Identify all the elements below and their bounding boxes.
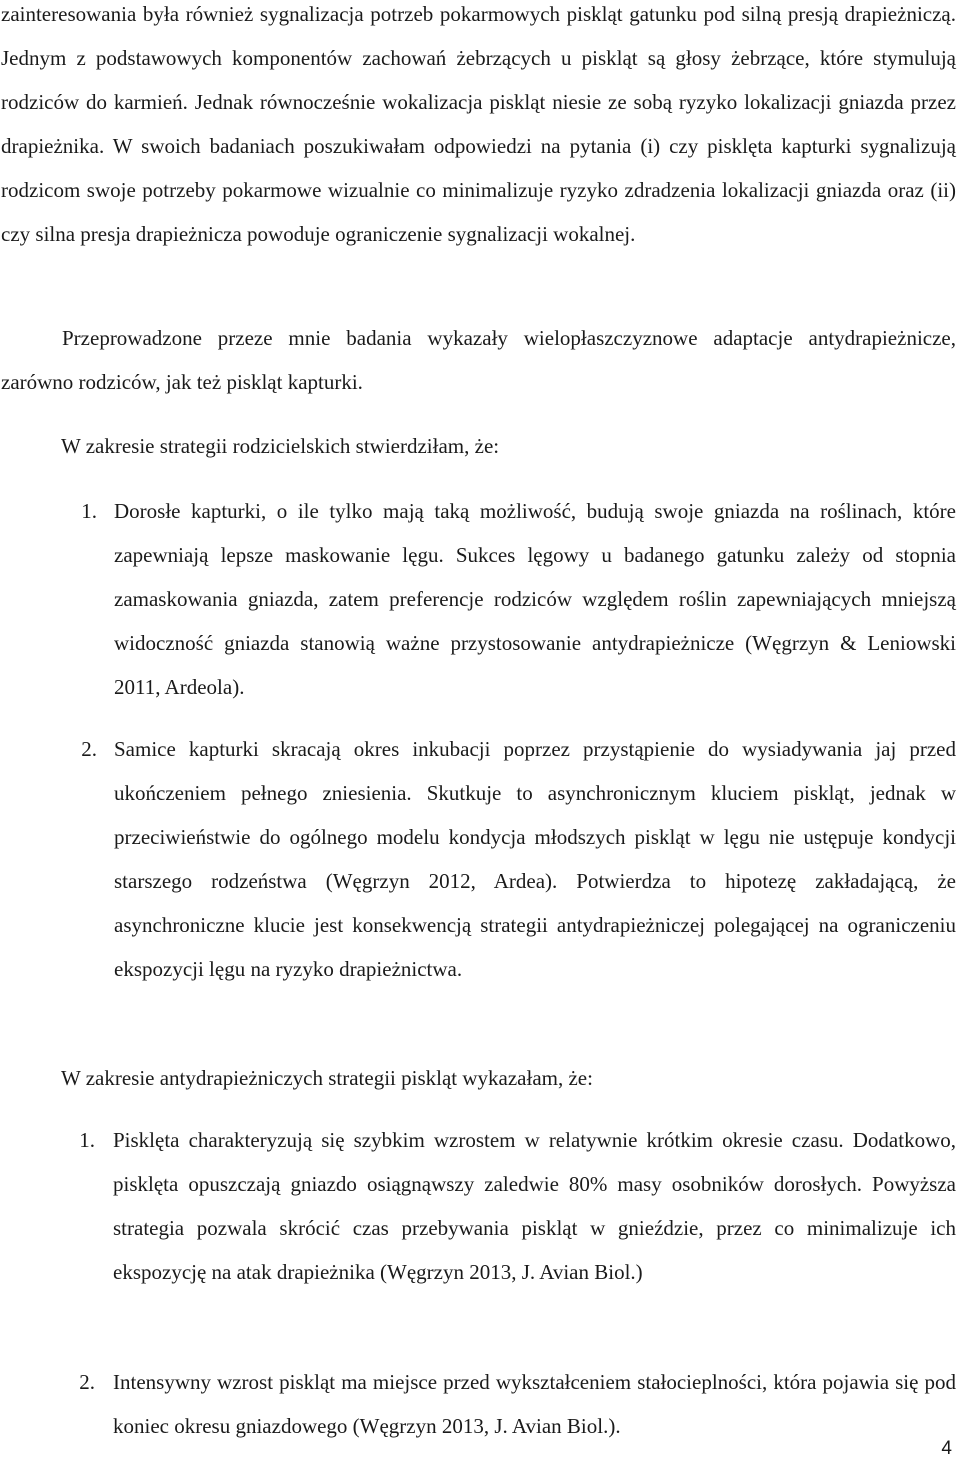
chick-strategies-heading: W zakresie antydrapieżniczych strategii piskląt wykazałam, że:: [61, 1066, 593, 1090]
list-item-number: 2.: [79, 1370, 95, 1394]
list-item-text: Samice kapturki skracają okres inkubacji poprzez przystąpienie do wysiadywania jaj przed ukończeniem pełnego zniesienia. Skutkuje to asynchronicznym kluciem piskląt, jednak w przeciwieństwie do ogólnego modelu kondycja młodszych piskląt w lęgu nie ustępuje kondycji starszego rodzeństwa (Węgrzyn 2012, Ardea). Potwierdza to hipotezę zakładającą, że asynchroniczne klucie jest konsekwencją strategii antydrapieżniczej polegającej na ograniczeniu ekspozycji lęgu na ryzyko drapieżnictwa.: [114, 737, 956, 981]
list-item-text: Dorosłe kapturki, o ile tylko mają taką możliwość, budują swoje gniazda na roślinach, które zapewniają lepsze maskowanie lęgu. Sukces lęgowy u badanego gatunku zależy od stopnia zamaskowania gniazda, zatem preferencje rodziców względem roślin zapewniających mniejszą widoczność gniazda stanowią ważne przystosowanie antydrapieżnicze (Węgrzyn & Leniowski 2011, Ardeola).: [114, 499, 956, 699]
list-item-text: Pisklęta charakteryzują się szybkim wzrostem w relatywnie krótkim okresie czasu. Dodatkowo, pisklęta opuszczają gniazdo osiągnąwszy zaledwie 80% masy osobników dorosłych. Powyższa strategia pozwala skrócić czas przebywania piskląt w gnieździe, przez co minimalizuje ich ekspozycję na atak drapieżnika (Węgrzyn 2013, J. Avian Biol.): [113, 1128, 956, 1284]
list-item-number: 1.: [81, 499, 97, 523]
page-number: 4: [941, 1438, 952, 1459]
paragraph-summary: Przeprowadzone przeze mnie badania wykazały wielopłaszczyznowe adaptacje antydrapieżnicze, zarówno rodziców, jak też piskląt kapturki.: [1, 326, 956, 394]
list-item-number: 2.: [81, 737, 97, 761]
list-item-number: 1.: [79, 1128, 95, 1152]
paragraph-continued: zainteresowania była również sygnalizacja potrzeb pokarmowych piskląt gatunku pod silną presją drapieżniczą. Jednym z podstawowych komponentów zachowań żebrzących u piskląt są głosy żebrzące, które stymulują rodziców do karmień. Jednak równocześnie wokalizacja piskląt niesie ze sobą ryzyko lokalizacji gniazda przez drapieżnika. W swoich badaniach poszukiwałam odpowiedzi na pytania (i) czy pisklęta kapturki sygnalizują rodzicom swoje potrzeby pokarmowe wizualnie co minimalizuje ryzyko zdradzenia lokalizacji gniazda oraz (ii) czy silna presja drapieżnicza powoduje ograniczenie sygnalizacji wokalnej.: [1, 2, 956, 246]
list-item-text: Intensywny wzrost piskląt ma miejsce przed wykształceniem stałocieplności, która pojawia się pod koniec okresu gniazdowego (Węgrzyn 2013, J. Avian Biol.).: [113, 1370, 956, 1438]
parental-strategies-heading: W zakresie strategii rodzicielskich stwierdziłam, że:: [61, 434, 500, 458]
